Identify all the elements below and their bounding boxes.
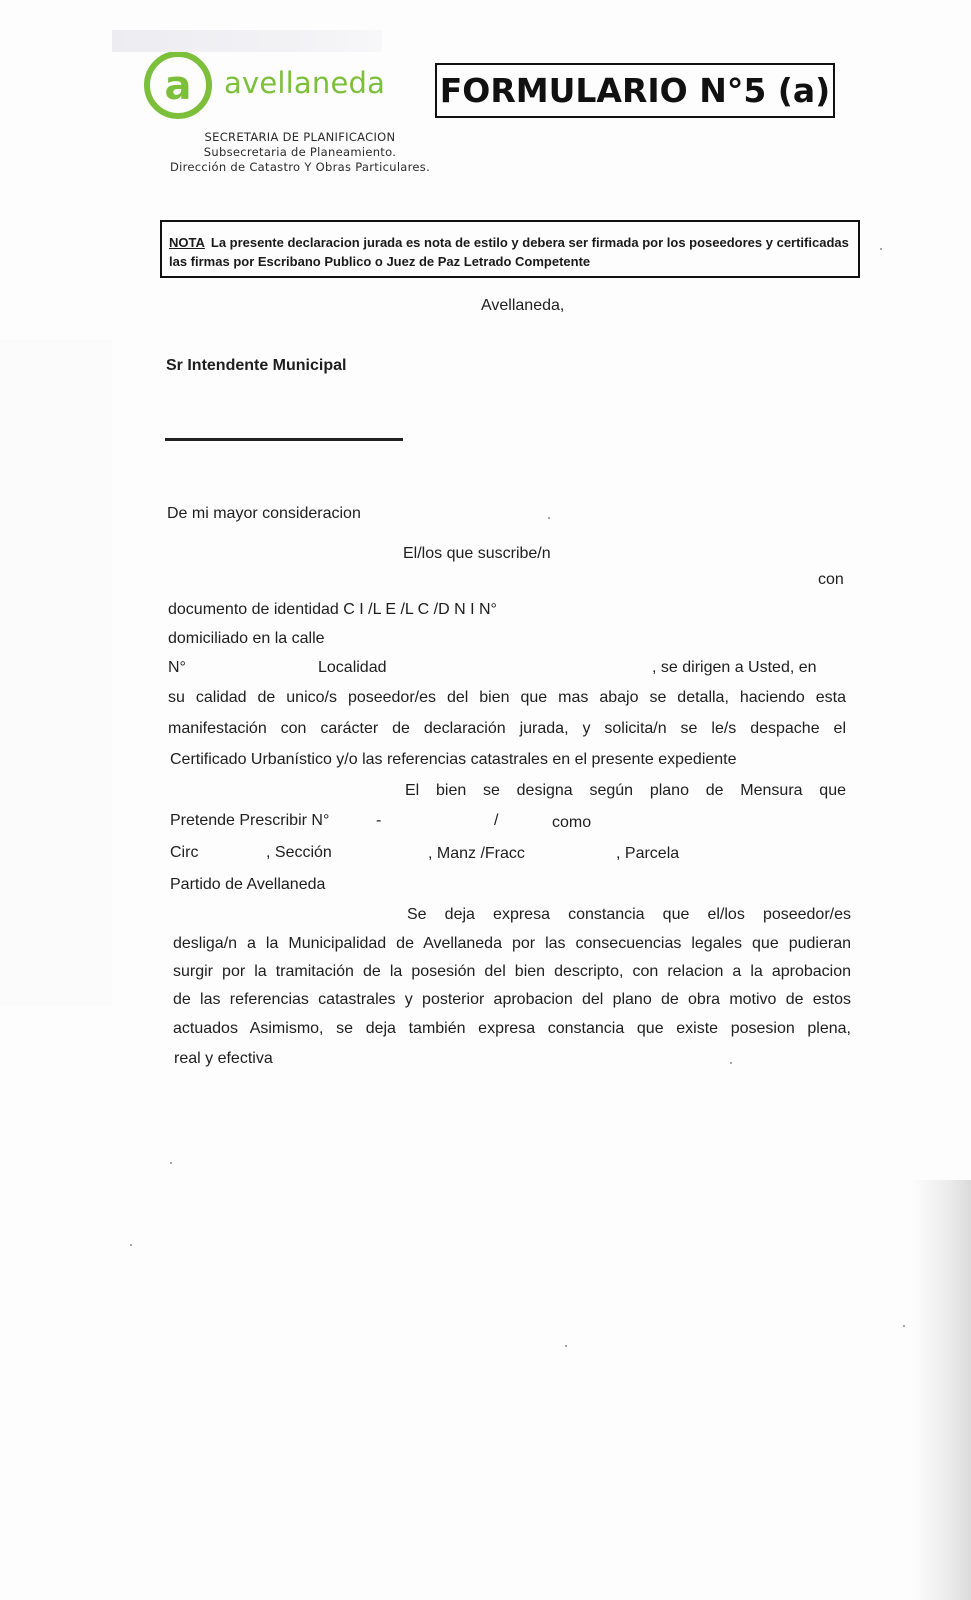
designa-line: El bien se designa según plano de Mensura que <box>405 782 846 799</box>
scan-speck <box>880 248 882 250</box>
slash-separator: / <box>494 812 499 829</box>
scan-speck <box>548 517 550 519</box>
place-line: Avellaneda, <box>481 297 565 314</box>
paragraph-line: surgir por la tramitación de la posesión del bien descripto, con relacion a la aprobacion <box>173 963 851 980</box>
form-title: FORMULARIO N°5 (a) <box>439 71 831 110</box>
note-box <box>160 220 860 278</box>
number-label: N° <box>168 659 186 676</box>
partido-line: Partido de Avellaneda <box>170 876 326 893</box>
note-text: La presente declaracion jurada es nota de estilo y debera ser firmada por los poseedores y certificadas las firmas por Escribano Publico o Juez de Paz Letrado Competente <box>169 235 849 269</box>
scan-speck <box>730 1062 732 1064</box>
scan-edge-shadow <box>911 1180 971 1600</box>
addressee: Sr Intendente Municipal <box>166 357 347 374</box>
como-word: como <box>552 814 592 831</box>
scan-speck <box>903 1325 905 1327</box>
department-block <box>170 130 430 175</box>
deja-line: Se deja expresa constancia que el/los poseedor/es <box>407 906 851 923</box>
logo-letter: a <box>164 63 192 109</box>
greeting: De mi mayor consideracion <box>167 505 361 522</box>
department-line: SECRETARIA DE PLANIFICACION <box>204 130 396 144</box>
paragraph-line: actuados Asimismo, se deja también expresa constancia que existe posesion plena, <box>173 1020 851 1037</box>
con-word: con <box>818 571 844 588</box>
dash-separator: - <box>376 812 382 829</box>
avellaneda-logo <box>140 52 390 122</box>
paragraph-line: de las referencias catastrales y posterior aprobacion del plano de obra motivo de estos <box>173 991 851 1008</box>
paragraph-line: Certificado Urbanístico y/o las referencias catastrales en el presente expediente <box>170 751 737 768</box>
circ-label: Circ <box>170 844 199 861</box>
scan-artifact <box>112 30 382 52</box>
dirigen-text: , se dirigen a Usted, en <box>652 659 817 676</box>
form-title-box <box>435 63 835 118</box>
paragraph-last-line: real y efectiva <box>174 1050 273 1067</box>
domicile-line: domiciliado en la calle <box>168 630 325 647</box>
scan-shadow <box>0 340 112 1005</box>
scan-speck <box>170 1162 172 1164</box>
paragraph-line: su calidad de unico/s poseedor/es del bien que mas abajo se detalla, haciendo esta <box>168 689 846 706</box>
department-line: Dirección de Catastro Y Obras Particulares. <box>170 160 431 174</box>
seccion-label: , Sección <box>266 844 332 861</box>
scan-speck <box>565 1345 567 1347</box>
prescribir-label: Pretende Prescribir N° <box>170 812 330 829</box>
signature-rule <box>165 438 403 441</box>
paragraph-line: manifestación con carácter de declaración jurada, y solicita/n se le/s despache el <box>168 720 846 737</box>
note-label: NOTA <box>169 235 205 250</box>
parcela-label: , Parcela <box>616 845 680 862</box>
document-id-line: documento de identidad C I /L E /L C /D N I N° <box>168 601 497 618</box>
department-line: Subsecretaria de Planeamiento. <box>203 145 397 159</box>
manz-label: , Manz /Fracc <box>428 845 525 862</box>
logo-wordmark: avellaneda <box>224 66 386 100</box>
locality-label: Localidad <box>318 659 387 676</box>
scan-speck <box>130 1244 132 1246</box>
paragraph-line: desliga/n a la Municipalidad de Avellaneda por las consecuencias legales que pudieran <box>173 935 851 952</box>
suscribe-line: El/los que suscribe/n <box>403 545 551 562</box>
logo-circle-icon <box>140 52 220 122</box>
